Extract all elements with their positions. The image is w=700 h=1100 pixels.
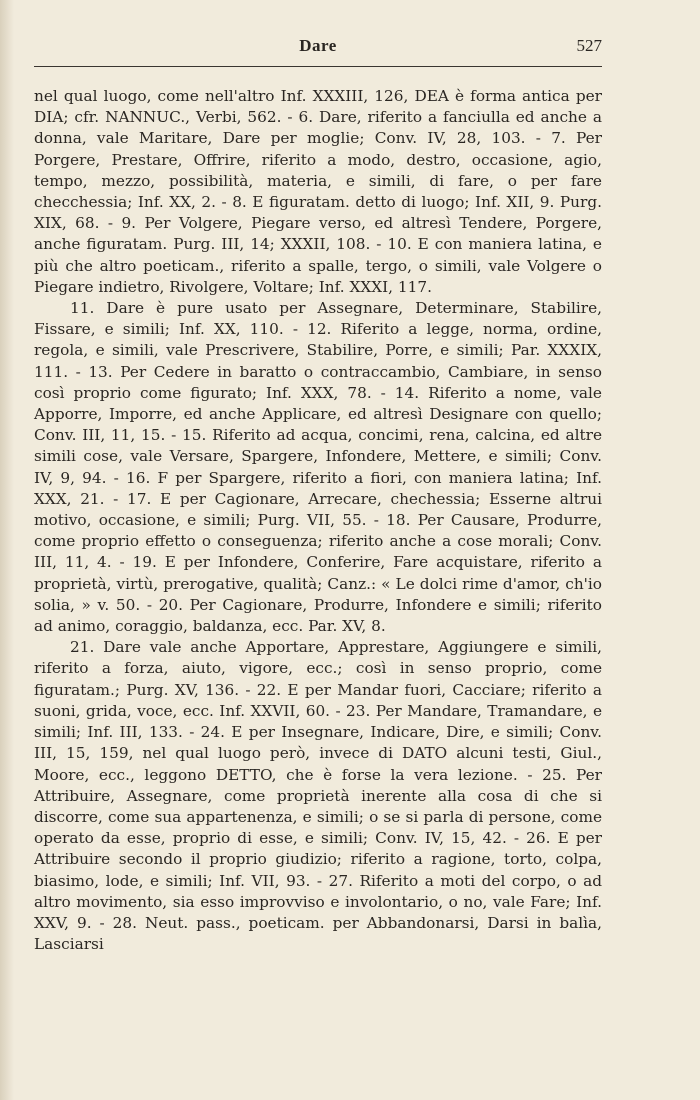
dictionary-entry-text [34,86,602,955]
running-header [34,36,602,66]
page-binding-shadow [0,0,14,1100]
header-rule [34,66,602,67]
paragraph-continuation: nel qual luogo, come nell'altro Inf. XXXIII, 126, DEA è forma antica per DIA; cfr. NANNUC., Verbi, 562. - 6. Dare, riferito a fanciulla ed anche a donna, vale Maritare, Dare per moglie; Conv. IV, 28, 103. - 7. Per Porgere, Prestare, Offrire, riferito a modo, destro, occasione, agio, tempo, mezzo, possibilità, materia, e simili, di fare, o per fare checchessia; Inf. XX, 2. - 8. E figuratam. detto di luogo; Inf. XII, 9. Purg. XIX, 68. - 9. Per Volgere, Piegare verso, ed altresì Tendere, Porgere, anche figuratam. Purg. III, 14; XXXII, 108. - 10. E con maniera latina, e più che altro poeticam., riferito a spalle, tergo, o simili, vale Volgere o Piegare indietro, Rivolgere, Voltare; Inf. XXXI, 117. [34,87,602,296]
page-title: Dare [299,36,337,55]
paragraph-11: 11. Dare è pure usato per Assegnare, Determinare, Stabilire, Fissare, e simili; Inf. XX, 110. - 12. Riferito a legge, norma, ordine, regola, e simili, vale Prescrivere, Stabilire, Porre, e simili; Par. XXXIX, 111. - 13. Per Cedere in baratto o contraccambio, Cambiare, in senso così proprio come figurato; Inf. XXX, 78. - 14. Riferito a nome, vale Apporre, Imporre, ed anche Applicare, ed altresì Designare con quello; Conv. III, 11, 15. - 15. Riferito ad acqua, concimi, rena, calcina, ed altre simili cose, vale Versare, Spargere, Infondere, Mettere, e simili; Conv. IV, 9, 94. - 16. F per Spargere, riferito a fiori, con maniera latina; Inf. XXX, 21. - 17. E per Cagionare, Arrecare, chechessia; Esserne altrui motivo, occasione, e simili; Purg. VII, 55. - 18. Per Causare, Produrre, come proprio effetto o conseguenza; riferito anche a cose morali; Conv. III, 11, 4. - 19. E per Infondere, Conferire, Fare acquistare, riferito a proprietà, virtù, prerogative, qualità; Canz.: « Le dolci rime d'amor, ch'io solia, » v. 50. - 20. Per Cagionare, Produrre, Infondere e simili; riferito ad animo, coraggio, baldanza, ecc. Par. XV, 8. [34,299,602,636]
page-number: 527 [576,36,602,55]
paragraph-21: 21. Dare vale anche Apportare, Apprestare, Aggiungere e simili, riferito a forza, aiuto, vigore, ecc.; così in senso proprio, come figuratam.; Purg. XV, 136. - 22. E per Mandar fuori, Cacciare; riferito a suoni, grida, voce, ecc. Inf. XXVII, 60. - 23. Per Mandare, Tramandare, e simili; Inf. III, 133. - 24. E per Insegnare, Indicare, Dire, e simili; Conv. III, 15, 159, nel qual luogo però, invece di DATO alcuni testi, Giul., Moore, ecc., leggono DETTO, che è forse la vera lezione. - 25. Per Attribuire, Assegnare, come proprietà inerente alla cosa di che si discorre, come sua appartenenza, e simili; o se si parla di persone, come operato da esse, proprio di esse, e simili; Conv. IV, 15, 42. - 26. E per Attribuire secondo il proprio giudizio; riferito a ragione, torto, colpa, biasimo, lode, e simili; Inf. VII, 93. - 27. Riferito a moti del corpo, o ad altro movimento, sia esso improvviso e involontario, o no, vale Fare; Inf. XXV, 9. - 28. Neut. pass., poeticam. per Abbandonarsi, Darsi in balìa, Lasciarsi [34,638,602,954]
